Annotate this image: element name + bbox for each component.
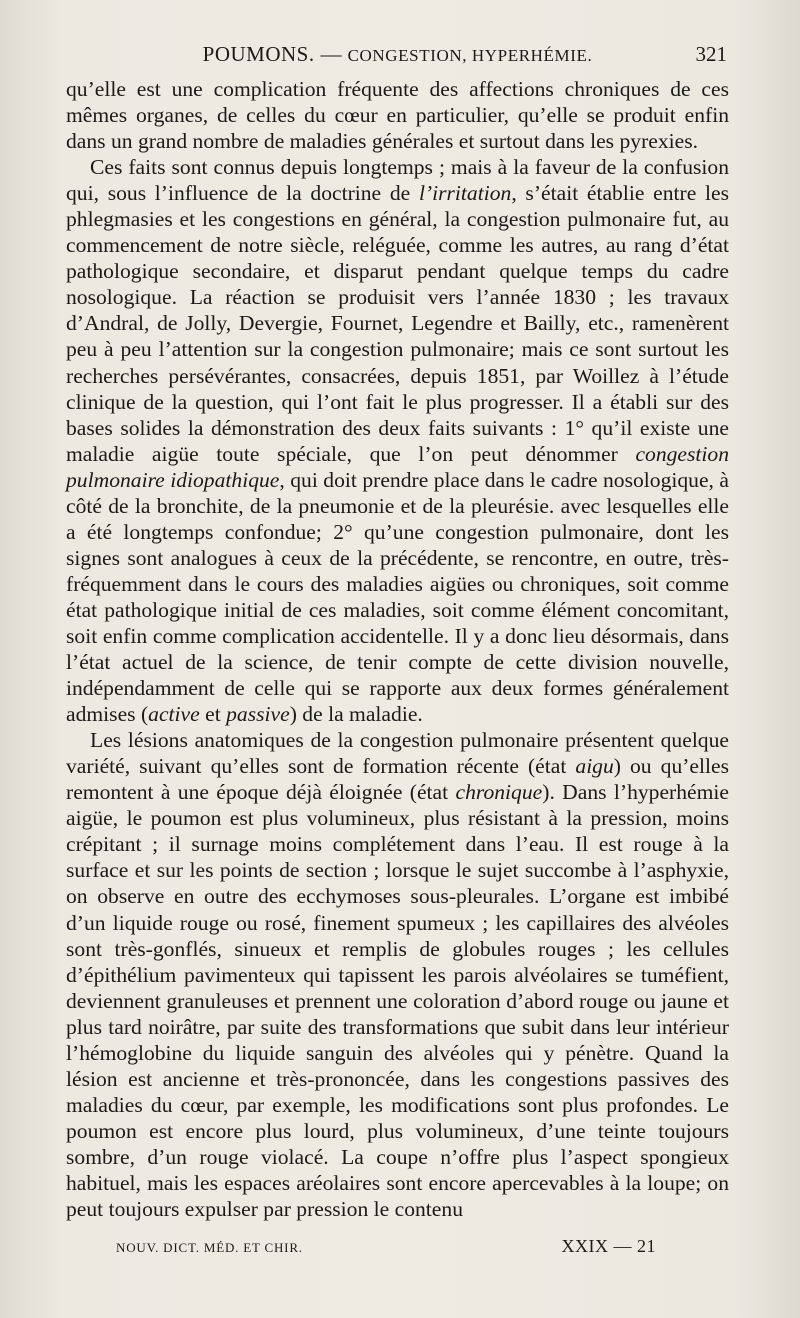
italic-text: congestion pulmonaire idiopathique bbox=[66, 441, 729, 492]
italic-text: l’irritation bbox=[418, 181, 512, 206]
page-number: 321 bbox=[695, 42, 727, 66]
running-title-separator: — bbox=[320, 42, 342, 66]
page-header bbox=[66, 40, 729, 70]
text-run: , s’était établie entre les phlegmasies et les congestions en général, la congestion pulmonaire fut, au commencement de notre siècle, reléguée, comme les autres, au rang d’état pathologique secondaire, et disparut pendant quelque temps du cadre nosologique. La réaction se produisit vers l’année 1830 ; les travaux d’Andral, de Jolly, Devergie, Fournet, Legendre et Bailly, etc., ramenèrent peu à peu l’attention sur la congestion pulmonaire; mais ce sont surtout les recherches persévérantes, consacrées, depuis 1851, par Woillez à l’étude clinique de la question, qui l’ont fait le plus progresser. Il a établi sur des bases solides la démonstration des deux faits suivants : 1° qu’il existe une maladie aigüe toute spéciale, que l’on peut dénommer bbox=[66, 181, 729, 466]
text-run: ) de la maladie. bbox=[289, 702, 423, 727]
footer-signature: NOUV. DICT. MÉD. ET CHIR. bbox=[116, 1240, 303, 1255]
text-run: ). Dans l’hyperhémie aigüe, le poumon est plus volumineux, plus résistant à la pression, moins crépitant ; il surnage moins complétement dans l’eau. Il est rouge à la surface et sur les points de section ; lorsque le sujet succombe à l’asphyxie, on observe en outre des ecchymoses sous-pleurales. L’organe est imbibé d’un liquide rouge ou rosé, finement spumeux ; les capillaires des alvéoles sont très-gonflés, sinueux et remplis de globules rouges ; les cellules d’épithélium pavimenteux qui tapissent les parois alvéolaires se tuméfient, deviennent granuleuses et prennent une coloration d’abord rouge ou jaune et plus tard noirâtre, par suite des transformations que subit dans leur intérieur l’hémoglobine du liquide sanguin des alvéoles qui y pénètre. Quand la lésion est ancienne et très-prononcée, dans les congestions passives des maladies du cœur, par exemple, les modifications sont plus profondes. Le poumon est encore plus lourd, plus volumineux, d’une teinte toujours sombre, d’un rouge violacé. La coupe n’offre plus l’aspect spongieux habituel, mais les espaces aréolaires sont encore apercevables à la loupe; on peut toujours expulser par pression le contenu bbox=[66, 780, 730, 1222]
page-footer bbox=[116, 1236, 656, 1260]
text-run: qu’elle est une complication fréquente des affections chroniques de ces mêmes organes, de celles du cœur en particulier, qu’elle se produit enfin dans un grand nombre de maladies générales et surtout dans les pyrexies. bbox=[66, 77, 729, 154]
italic-text: active bbox=[148, 702, 200, 727]
running-title bbox=[66, 42, 729, 67]
body-text bbox=[66, 76, 729, 1222]
paragraph bbox=[66, 154, 729, 727]
paragraph bbox=[66, 727, 729, 1222]
text-run: Les lésions anatomiques de la congestion pulmonaire présentent quelque variété, suivant qu’elles sont de formation récente (état bbox=[66, 728, 729, 779]
running-title-main: POUMONS. bbox=[202, 42, 315, 66]
italic-text: passive bbox=[226, 702, 290, 727]
text-run: Ces faits sont connus depuis longtemps ; mais à la faveur de la confusion qui, sous l’influence de la doctrine de bbox=[66, 155, 729, 206]
running-title-sub: CONGESTION, HYPERHÉMIE. bbox=[347, 46, 593, 65]
text-run: ) ou qu’elles remontent à une époque déjà éloignée (état bbox=[66, 754, 729, 805]
footer-volume: XXIX — 21 bbox=[561, 1236, 656, 1256]
italic-text: chronique bbox=[455, 780, 543, 805]
text-run: , qui doit prendre place dans le cadre nosologique, à côté de la bronchite, de la pneumonie et de la pleurésie. avec lesquelles elle a été longtemps confondue; 2° qu’une congestion pulmonaire, dont les signes sont analogues à ceux de la précédente, se rencontre, en outre, très-fréquemment dans le cours des maladies aigües ou chroniques, soit comme état pathologique initial de ces maladies, soit comme élément concomitant, soit enfin comme complication accidentelle. Il y a donc lieu désormais, dans l’état actuel de la science, de tenir compte de cette division nouvelle, indépendamment de celle qui se rapporte aux deux formes généralement admises ( bbox=[66, 467, 729, 727]
paragraph bbox=[66, 76, 729, 154]
italic-text: aigu bbox=[575, 754, 614, 779]
text-run: et bbox=[199, 702, 227, 727]
